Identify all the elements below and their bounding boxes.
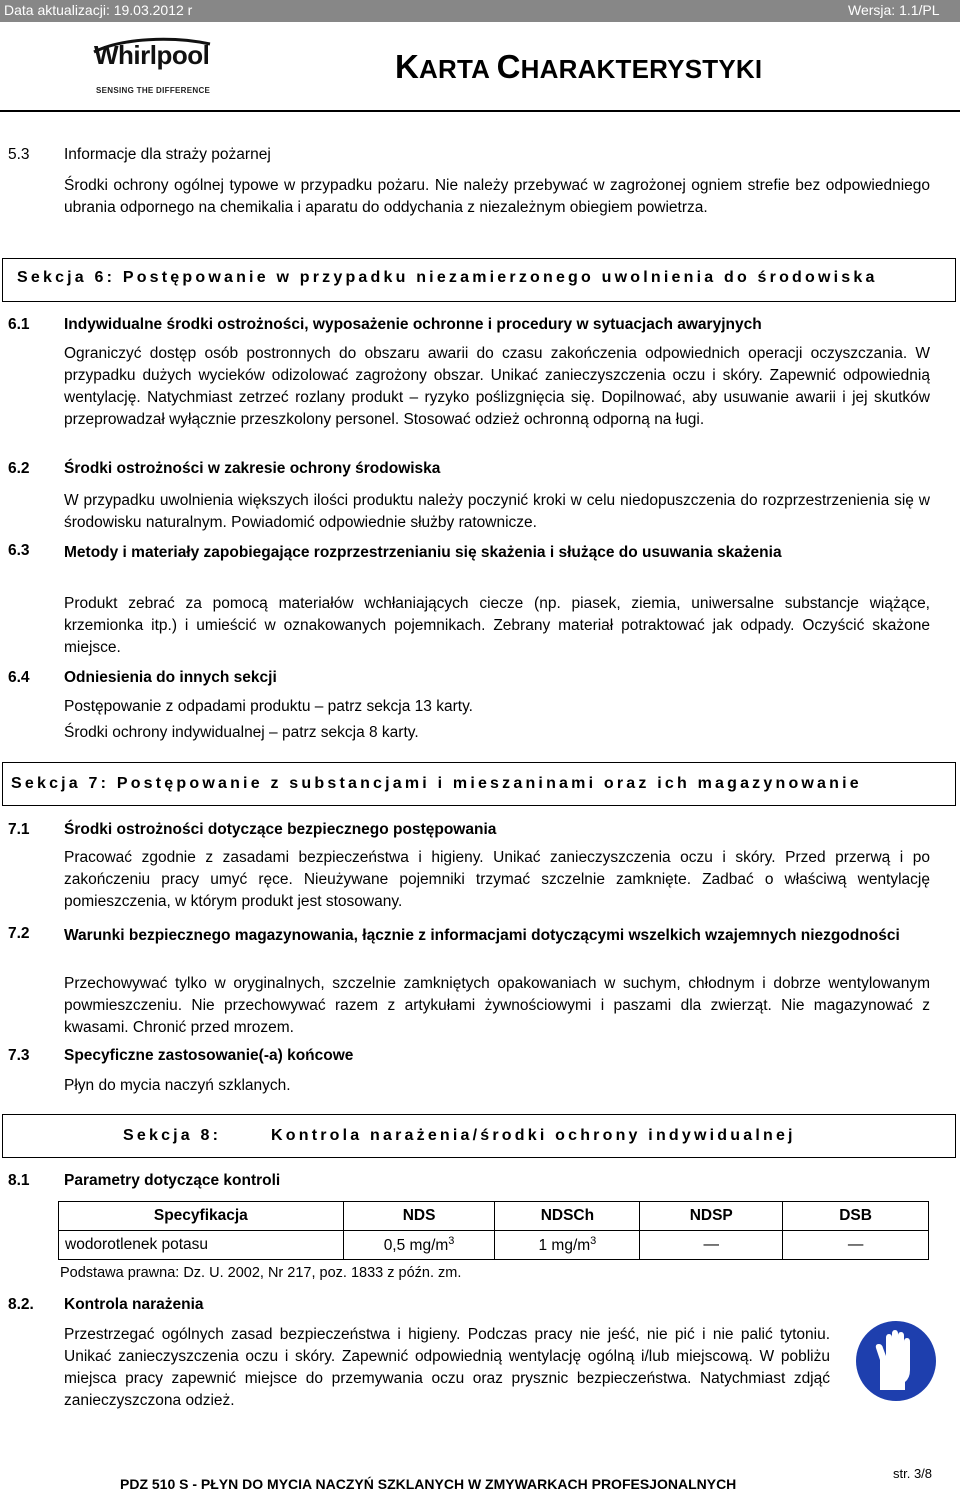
section-7-heading: Sekcja 7: Postępowanie z substancjami i mieszaninami oraz ich magazynowanie: [2, 762, 956, 806]
subsection-text: Produkt zebrać za pomocą materiałów wchłaniających ciecze (np. piasek, ziemia, uniwersalne substancje wiążące, krzemionka itp.) i umieścić w oznakowanych pojemnikach. Zebrany materiał potraktować jak odpady. Oczyścić skażone miejsce.: [64, 595, 930, 656]
logo-text: Whirlpool: [94, 40, 210, 70]
ndsch-cell: 1 $mg/m^3$: [495, 1231, 640, 1260]
subsection-text: Przestrzegać ogólnych zasad bezpieczeństwa i higieny. Podczas pracy nie jeść, nie pić i nie palić tytoniu. Unikać zanieczyszczenia oczu i skóry. Zapewnić odpowiednią wentylację ogólną i/lub miejscową. W pobliżu miejsca pracy zapewnić miejsce do przemywania oczu oraz prysznic bezpieczeństwa. Natychmiast zdjąć zanieczyszczona odzież.: [64, 1326, 830, 1409]
subsection-number: 8.2.: [8, 1296, 34, 1313]
dsb-cell: —: [783, 1231, 929, 1260]
version-label: Wersja: 1.1/PL: [848, 2, 940, 18]
subsection-number: 7.3: [8, 1047, 30, 1064]
subsection-title: Specyficzne zastosowanie(-a) końcowe: [64, 1047, 354, 1064]
subsection-text: W przypadku uwolnienia większych ilości produktu należy poczynić kroki w celu niedopuszczenia do rozprzestrzenienia się w środowisku naturalnym. Powiadomić odpowiednie służby ratownicze.: [64, 492, 930, 531]
reference-line: Postępowanie z odpadami produktu – patrz sekcja 13 karty.: [64, 698, 473, 715]
table-header-cell: NDS: [343, 1202, 495, 1231]
table-header-row: [59, 1202, 929, 1231]
subsection-number: 6.4: [8, 669, 30, 686]
subsection-title: Warunki bezpiecznego magazynowania, łącznie z informacjami dotyczącymi wszelkich wzajemnych niezgodności: [64, 927, 900, 944]
whirlpool-logo: [66, 32, 216, 98]
subsection-text: Środki ochrony ogólnej typowe w przypadku pożaru. Nie należy przebywać w zagrożonej ogniem strefie bez odpowiedniego ubrania odpornego na chemikalia i aparatu do oddychania z niezależnym obiegiem powietrza.: [64, 177, 930, 216]
table-header-cell: NDSCh: [495, 1202, 640, 1231]
subsection-title: Informacje dla straży pożarnej: [64, 146, 271, 163]
protective-gloves-icon: [855, 1320, 937, 1402]
subsection-number: 5.3: [8, 146, 30, 163]
update-date: Data aktualizacji: 19.03.2012 r: [4, 2, 193, 18]
table-header-cell: DSB: [783, 1202, 929, 1231]
exposure-limits-table: [58, 1201, 929, 1260]
subsection-title: Środki ostrożności w zakresie ochrony środowiska: [64, 460, 441, 477]
subsection-title: Odniesienia do innych sekcji: [64, 669, 277, 686]
footer-product-name: PDZ 510 S - PŁYN DO MYCIA NACZYŃ SZKLANYCH W ZMYWARKACH PROFESJONALNYCH: [120, 1476, 737, 1492]
subsection-title: Parametry dotyczące kontroli: [64, 1172, 281, 1189]
subsection-text: Przechowywać tylko w oryginalnych, szczelnie zamkniętych opakowaniach w suchym, chłodnym i dobrze wentylowanym powmieszczeniu. Nie przechowywać razem z artykułami żywnościowymi i paszami dla zwierząt. Nie magazynować z kwasami. Chronić przed mrozem.: [64, 975, 930, 1036]
section-6-heading: Sekcja 6: Postępowanie w przypadku niezamierzonego uwolnienia do środowiska: [2, 258, 956, 302]
document-title: KARTA CHARAKTERYSTYKI: [395, 48, 763, 85]
subsection-text: Płyn do mycia naczyń szklanych.: [64, 1077, 291, 1094]
subsection-number: 6.3: [8, 542, 30, 559]
subsection-text: Ograniczyć dostęp osób postronnych do obszaru awarii do czasu zakończenia odpowiednich operacji oczyszczania. W przypadku dużych wycieków odizolować zagrożony obszar. Unikać zanieczyszczenia oczu i skóry. Zapewnić odpowiednią wentylację. Natychmiast zetrzeć rozlany produkt – ryzyko poślizgnięcia się. Dopilnować, aby usuwanie awarii i jej skutków przeprowadzał wyłącznie przeszkolony personel. Stosować odzież ochronną odporną na ługi.: [64, 345, 930, 428]
subsection-number: 8.1: [8, 1172, 30, 1189]
header-divider: [0, 110, 960, 112]
nds-cell: 0,5 $mg/m^3$: [343, 1231, 495, 1260]
legal-basis: Podstawa prawna: Dz. U. 2002, Nr 217, poz. 1833 z późn. zm.: [60, 1265, 462, 1281]
subsection-title: Środki ostrożności dotyczące bezpiecznego postępowania: [64, 821, 497, 838]
top-info-bar: [0, 0, 960, 22]
subsection-title: Kontrola narażenia: [64, 1296, 204, 1313]
table-header-cell: NDSP: [640, 1202, 783, 1231]
logo-tagline: SENSING THE DIFFERENCE: [96, 86, 211, 95]
subsection-number: 6.2: [8, 460, 30, 477]
subsection-number: 6.1: [8, 316, 30, 333]
subsection-number: 7.2: [8, 925, 30, 942]
substance-name-cell: wodorotlenek potasu: [59, 1231, 344, 1260]
reference-line: Środki ochrony indywidualnej – patrz sekcja 8 karty.: [64, 724, 419, 741]
page-number: str. 3/8: [893, 1466, 933, 1481]
subsection-number: 7.1: [8, 821, 30, 838]
subsection-text: Pracować zgodnie z zasadami bezpieczeństwa i higieny. Unikać zanieczyszczenia oczu i skóry. Przed przerwą i po zakończeniu pracy umyć ręce. Nieużywane pojemniki trzymać szczelnie zamknięte. Zadbać o właściwą wentylację pomieszczenia, w którym produkt jest stosowany.: [64, 849, 930, 910]
table-header-cell: Specyfikacja: [59, 1202, 344, 1231]
section-8-heading: Sekcja 8: Kontrola narażenia/środki ochrony indywidualnej: [2, 1114, 956, 1158]
subsection-title: Metody i materiały zapobiegające rozprzestrzenianiu się skażenia i służące do usuwania skażenia: [64, 544, 782, 561]
ndsp-cell: —: [640, 1231, 783, 1260]
table-row: [59, 1231, 929, 1260]
subsection-title: Indywidualne środki ostrożności, wyposażenie ochronne i procedury w sytuacjach awaryjnych: [64, 316, 762, 333]
